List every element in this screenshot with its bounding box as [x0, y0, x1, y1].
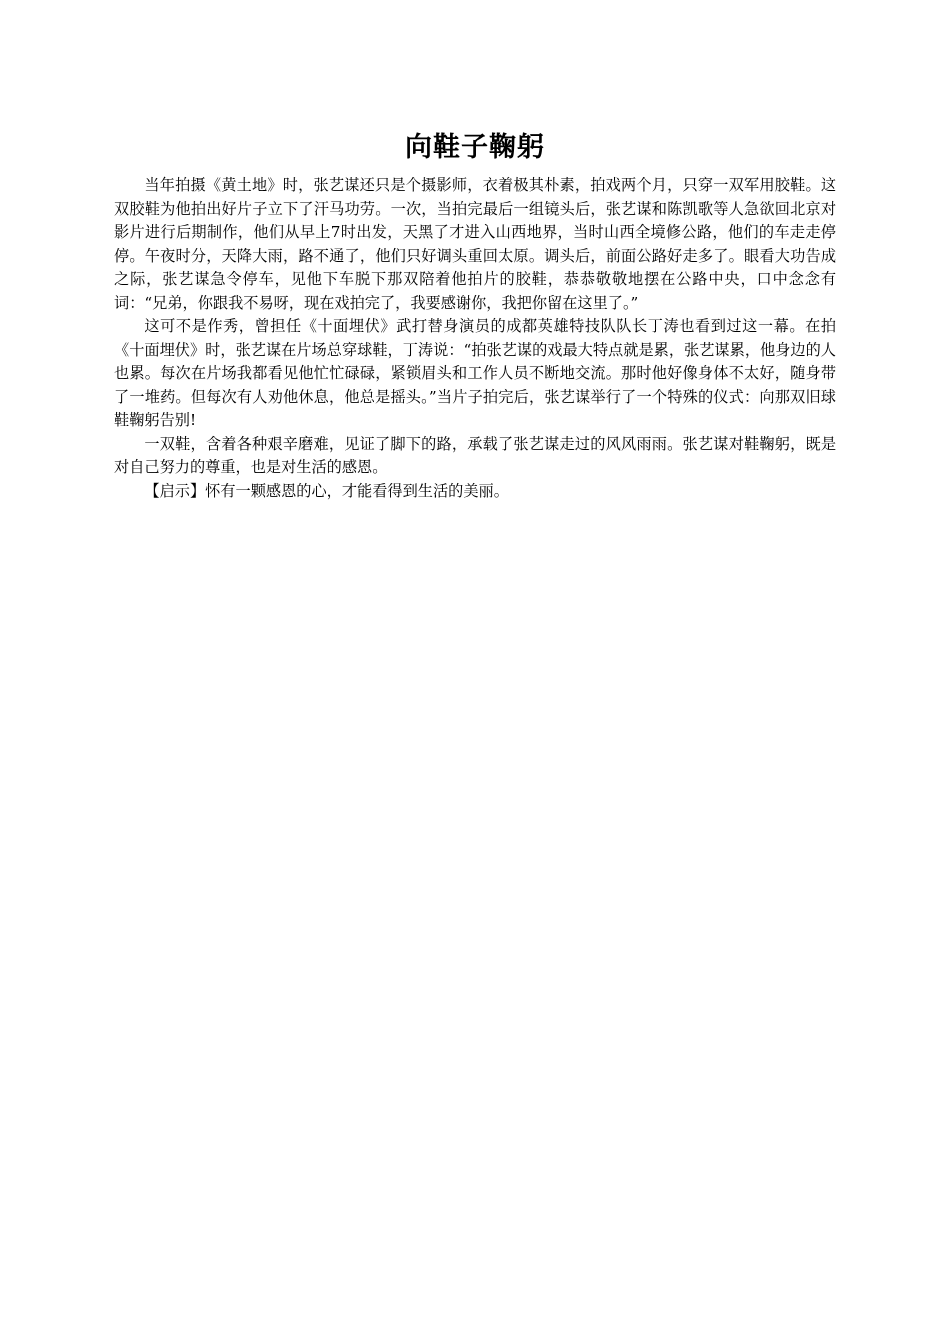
paragraph-2: 这可不是作秀，曾担任《十面埋伏》武打替身演员的成都英雄特技队队长丁涛也看到过这一幕。在拍《十面埋伏》时，张艺谋在片场总穿球鞋，丁涛说：“拍张艺谋的戏最大特点就是累，张艺谋累，他身边的人也累。每次在片场我都看见他忙忙碌碌，紧锁眉头和工作人员不断地交流。那时他好像身体不太好，随身带了一堆药。但每次有人劝他休息，他总是摇头。”当片子拍完后，张艺谋举行了一个特殊的仪式：向那双旧球鞋鞠躬告别!: [114, 317, 836, 429]
paragraph-1: 当年拍摄《黄土地》时，张艺谋还只是个摄影师，衣着极其朴素，拍戏两个月，只穿一双军用胶鞋。这双胶鞋为他拍出好片子立下了汗马功劳。一次，当拍完最后一组镜头后，张艺谋和陈凯歌等人急欲回北京对影片进行后期制作，他们从早上7时出发，天黑了才进入山西地界，当时山西全境修公路，他们的车走走停停。午夜时分，天降大雨，路不通了，他们只好调头重回太原。调头后，前面公路好走多了。眼看大功告成之际，张艺谋急令停车，见他下车脱下那双陪着他拍片的胶鞋，恭恭敬敬地摆在公路中央，口中念念有词：“兄弟，你跟我不易呀，现在戏拍完了，我要感谢你，我把你留在这里了。”: [114, 176, 836, 312]
paragraph-3: 一双鞋，含着各种艰辛磨难，见证了脚下的路，承载了张艺谋走过的风风雨雨。张艺谋对鞋鞠躬，既是对自己努力的尊重，也是对生活的感恩。: [114, 434, 836, 476]
paragraph-insight: 【启示】怀有一颗感恩的心，才能看得到生活的美丽。: [144, 481, 509, 500]
page-title: 向鞋子鞠躬: [405, 132, 545, 163]
document-body: [114, 128, 836, 503]
